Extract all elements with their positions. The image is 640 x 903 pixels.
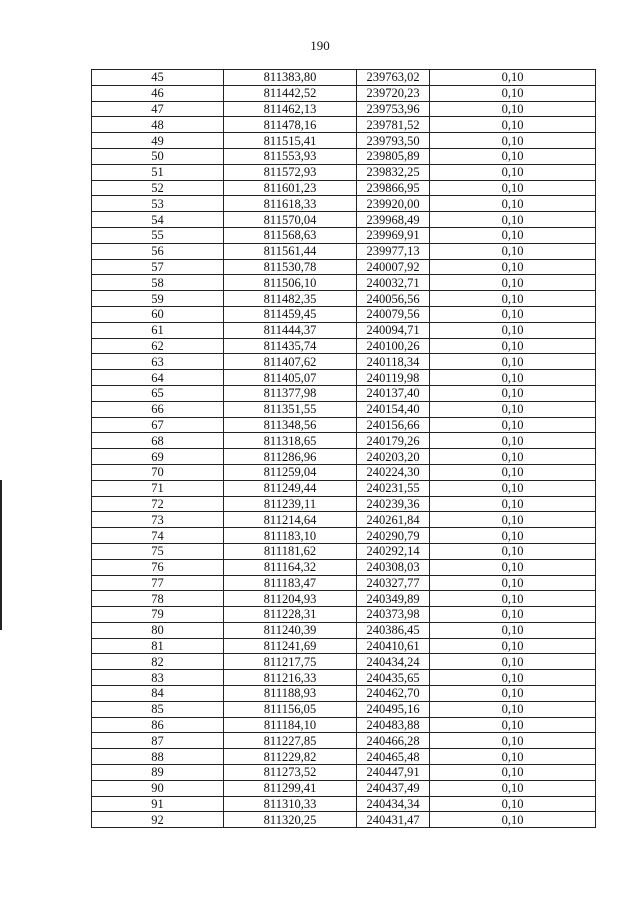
accuracy-cell: 0,10 — [430, 291, 596, 307]
x-coordinate-cell: 811183,47 — [224, 575, 357, 591]
x-coordinate-cell: 811405,07 — [224, 370, 357, 386]
accuracy-cell: 0,10 — [430, 370, 596, 386]
table-row — [92, 385, 596, 401]
y-coordinate-cell: 240100,26 — [357, 338, 430, 354]
accuracy-cell: 0,10 — [430, 559, 596, 575]
table-row — [92, 417, 596, 433]
x-coordinate-cell: 811478,16 — [224, 117, 357, 133]
table-row — [92, 306, 596, 322]
table-row — [92, 354, 596, 370]
y-coordinate-cell: 240495,16 — [357, 701, 430, 717]
table-row — [92, 559, 596, 575]
accuracy-cell: 0,10 — [430, 780, 596, 796]
accuracy-cell: 0,10 — [430, 180, 596, 196]
accuracy-cell: 0,10 — [430, 575, 596, 591]
table-row — [92, 291, 596, 307]
accuracy-cell: 0,10 — [430, 464, 596, 480]
y-coordinate-cell: 240373,98 — [357, 607, 430, 623]
accuracy-cell: 0,10 — [430, 701, 596, 717]
y-coordinate-cell: 240224,30 — [357, 464, 430, 480]
x-coordinate-cell: 811459,45 — [224, 306, 357, 322]
table-row — [92, 607, 596, 623]
y-coordinate-cell: 239753,96 — [357, 101, 430, 117]
table-row — [92, 101, 596, 117]
point-number-cell: 80 — [92, 622, 224, 638]
table-row — [92, 117, 596, 133]
accuracy-cell: 0,10 — [430, 733, 596, 749]
table-row — [92, 496, 596, 512]
point-number-cell: 50 — [92, 148, 224, 164]
point-number-cell: 74 — [92, 528, 224, 544]
point-number-cell: 87 — [92, 733, 224, 749]
point-number-cell: 62 — [92, 338, 224, 354]
table-row — [92, 275, 596, 291]
accuracy-cell: 0,10 — [430, 196, 596, 212]
y-coordinate-cell: 240349,89 — [357, 591, 430, 607]
accuracy-cell: 0,10 — [430, 148, 596, 164]
x-coordinate-cell: 811181,62 — [224, 543, 357, 559]
table-row — [92, 796, 596, 812]
accuracy-cell: 0,10 — [430, 496, 596, 512]
point-number-cell: 83 — [92, 670, 224, 686]
x-coordinate-cell: 811183,10 — [224, 528, 357, 544]
point-number-cell: 58 — [92, 275, 224, 291]
table-row — [92, 85, 596, 101]
accuracy-cell: 0,10 — [430, 164, 596, 180]
table-row — [92, 512, 596, 528]
accuracy-cell: 0,10 — [430, 212, 596, 228]
y-coordinate-cell: 240386,45 — [357, 622, 430, 638]
table-row — [92, 528, 596, 544]
y-coordinate-cell: 239977,13 — [357, 243, 430, 259]
table-row — [92, 543, 596, 559]
accuracy-cell: 0,10 — [430, 85, 596, 101]
y-coordinate-cell: 240308,03 — [357, 559, 430, 575]
table-row — [92, 322, 596, 338]
table-row — [92, 370, 596, 386]
point-number-cell: 81 — [92, 638, 224, 654]
y-coordinate-cell: 240007,92 — [357, 259, 430, 275]
point-number-cell: 82 — [92, 654, 224, 670]
point-number-cell: 76 — [92, 559, 224, 575]
accuracy-cell: 0,10 — [430, 654, 596, 670]
point-number-cell: 65 — [92, 385, 224, 401]
y-coordinate-cell: 240290,79 — [357, 528, 430, 544]
x-coordinate-cell: 811214,64 — [224, 512, 357, 528]
table-row — [92, 401, 596, 417]
accuracy-cell: 0,10 — [430, 686, 596, 702]
x-coordinate-cell: 811188,93 — [224, 686, 357, 702]
y-coordinate-cell: 240431,47 — [357, 812, 430, 828]
x-coordinate-cell: 811239,11 — [224, 496, 357, 512]
accuracy-cell: 0,10 — [430, 449, 596, 465]
x-coordinate-cell: 811217,75 — [224, 654, 357, 670]
point-number-cell: 51 — [92, 164, 224, 180]
point-number-cell: 72 — [92, 496, 224, 512]
point-number-cell: 63 — [92, 354, 224, 370]
x-coordinate-cell: 811351,55 — [224, 401, 357, 417]
accuracy-cell: 0,10 — [430, 543, 596, 559]
table-row — [92, 449, 596, 465]
accuracy-cell: 0,10 — [430, 306, 596, 322]
point-number-cell: 88 — [92, 749, 224, 765]
point-number-cell: 60 — [92, 306, 224, 322]
y-coordinate-cell: 240410,61 — [357, 638, 430, 654]
x-coordinate-cell: 811320,25 — [224, 812, 357, 828]
y-coordinate-cell: 240437,49 — [357, 780, 430, 796]
x-coordinate-cell: 811184,10 — [224, 717, 357, 733]
y-coordinate-cell: 239866,95 — [357, 180, 430, 196]
coordinates-table-body — [92, 70, 596, 828]
x-coordinate-cell: 811229,82 — [224, 749, 357, 765]
y-coordinate-cell: 240137,40 — [357, 385, 430, 401]
point-number-cell: 92 — [92, 812, 224, 828]
table-row — [92, 259, 596, 275]
point-number-cell: 73 — [92, 512, 224, 528]
y-coordinate-cell: 240119,98 — [357, 370, 430, 386]
x-coordinate-cell: 811462,13 — [224, 101, 357, 117]
y-coordinate-cell: 240239,36 — [357, 496, 430, 512]
point-number-cell: 90 — [92, 780, 224, 796]
table-row — [92, 70, 596, 86]
accuracy-cell: 0,10 — [430, 638, 596, 654]
x-coordinate-cell: 811570,04 — [224, 212, 357, 228]
y-coordinate-cell: 240032,71 — [357, 275, 430, 291]
y-coordinate-cell: 240079,56 — [357, 306, 430, 322]
x-coordinate-cell: 811377,98 — [224, 385, 357, 401]
point-number-cell: 48 — [92, 117, 224, 133]
x-coordinate-cell: 811530,78 — [224, 259, 357, 275]
accuracy-cell: 0,10 — [430, 338, 596, 354]
point-number-cell: 67 — [92, 417, 224, 433]
accuracy-cell: 0,10 — [430, 117, 596, 133]
x-coordinate-cell: 811204,93 — [224, 591, 357, 607]
x-coordinate-cell: 811568,63 — [224, 227, 357, 243]
page-number: 190 — [310, 38, 330, 53]
y-coordinate-cell: 240327,77 — [357, 575, 430, 591]
accuracy-cell: 0,10 — [430, 512, 596, 528]
x-coordinate-cell: 811228,31 — [224, 607, 357, 623]
y-coordinate-cell: 240156,66 — [357, 417, 430, 433]
accuracy-cell: 0,10 — [430, 133, 596, 149]
point-number-cell: 71 — [92, 480, 224, 496]
x-coordinate-cell: 811572,93 — [224, 164, 357, 180]
y-coordinate-cell: 239781,52 — [357, 117, 430, 133]
accuracy-cell: 0,10 — [430, 812, 596, 828]
point-number-cell: 84 — [92, 686, 224, 702]
table-row — [92, 638, 596, 654]
table-row — [92, 464, 596, 480]
y-coordinate-cell: 240434,24 — [357, 654, 430, 670]
point-number-cell: 66 — [92, 401, 224, 417]
y-coordinate-cell: 240154,40 — [357, 401, 430, 417]
y-coordinate-cell: 240466,28 — [357, 733, 430, 749]
point-number-cell: 49 — [92, 133, 224, 149]
table-row — [92, 670, 596, 686]
table-row — [92, 227, 596, 243]
point-number-cell: 75 — [92, 543, 224, 559]
point-number-cell: 64 — [92, 370, 224, 386]
x-coordinate-cell: 811444,37 — [224, 322, 357, 338]
x-coordinate-cell: 811249,44 — [224, 480, 357, 496]
accuracy-cell: 0,10 — [430, 670, 596, 686]
x-coordinate-cell: 811299,41 — [224, 780, 357, 796]
table-row — [92, 180, 596, 196]
x-coordinate-cell: 811348,56 — [224, 417, 357, 433]
y-coordinate-cell: 240179,26 — [357, 433, 430, 449]
point-number-cell: 47 — [92, 101, 224, 117]
y-coordinate-cell: 239968,49 — [357, 212, 430, 228]
y-coordinate-cell: 239805,89 — [357, 148, 430, 164]
y-coordinate-cell: 240447,91 — [357, 765, 430, 781]
table-row — [92, 433, 596, 449]
y-coordinate-cell: 240483,88 — [357, 717, 430, 733]
y-coordinate-cell: 239720,23 — [357, 85, 430, 101]
point-number-cell: 85 — [92, 701, 224, 717]
x-coordinate-cell: 811407,62 — [224, 354, 357, 370]
table-row — [92, 654, 596, 670]
accuracy-cell: 0,10 — [430, 401, 596, 417]
x-coordinate-cell: 811310,33 — [224, 796, 357, 812]
y-coordinate-cell: 240094,71 — [357, 322, 430, 338]
x-coordinate-cell: 811383,80 — [224, 70, 357, 86]
y-coordinate-cell: 240462,70 — [357, 686, 430, 702]
x-coordinate-cell: 811601,23 — [224, 180, 357, 196]
accuracy-cell: 0,10 — [430, 480, 596, 496]
point-number-cell: 59 — [92, 291, 224, 307]
table-row — [92, 133, 596, 149]
table-row — [92, 733, 596, 749]
accuracy-cell: 0,10 — [430, 433, 596, 449]
x-coordinate-cell: 811318,65 — [224, 433, 357, 449]
table-row — [92, 686, 596, 702]
point-number-cell: 68 — [92, 433, 224, 449]
accuracy-cell: 0,10 — [430, 354, 596, 370]
y-coordinate-cell: 240118,34 — [357, 354, 430, 370]
point-number-cell: 57 — [92, 259, 224, 275]
accuracy-cell: 0,10 — [430, 322, 596, 338]
x-coordinate-cell: 811506,10 — [224, 275, 357, 291]
x-coordinate-cell: 811442,52 — [224, 85, 357, 101]
point-number-cell: 45 — [92, 70, 224, 86]
point-number-cell: 86 — [92, 717, 224, 733]
point-number-cell: 70 — [92, 464, 224, 480]
table-row — [92, 765, 596, 781]
accuracy-cell: 0,10 — [430, 101, 596, 117]
table-row — [92, 780, 596, 796]
x-coordinate-cell: 811561,44 — [224, 243, 357, 259]
y-coordinate-cell: 240203,20 — [357, 449, 430, 465]
accuracy-cell: 0,10 — [430, 528, 596, 544]
accuracy-cell: 0,10 — [430, 417, 596, 433]
x-coordinate-cell: 811156,05 — [224, 701, 357, 717]
point-number-cell: 78 — [92, 591, 224, 607]
y-coordinate-cell: 239920,00 — [357, 196, 430, 212]
accuracy-cell: 0,10 — [430, 765, 596, 781]
y-coordinate-cell: 240292,14 — [357, 543, 430, 559]
accuracy-cell: 0,10 — [430, 385, 596, 401]
table-row — [92, 148, 596, 164]
table-row — [92, 243, 596, 259]
y-coordinate-cell: 239832,25 — [357, 164, 430, 180]
table-row — [92, 591, 596, 607]
x-coordinate-cell: 811164,32 — [224, 559, 357, 575]
accuracy-cell: 0,10 — [430, 275, 596, 291]
point-number-cell: 77 — [92, 575, 224, 591]
table-row — [92, 480, 596, 496]
accuracy-cell: 0,10 — [430, 622, 596, 638]
table-row — [92, 622, 596, 638]
point-number-cell: 53 — [92, 196, 224, 212]
x-coordinate-cell: 811273,52 — [224, 765, 357, 781]
accuracy-cell: 0,10 — [430, 70, 596, 86]
x-coordinate-cell: 811435,74 — [224, 338, 357, 354]
point-number-cell: 79 — [92, 607, 224, 623]
table-row — [92, 749, 596, 765]
table-row — [92, 196, 596, 212]
y-coordinate-cell: 239793,50 — [357, 133, 430, 149]
y-coordinate-cell: 240435,65 — [357, 670, 430, 686]
point-number-cell: 46 — [92, 85, 224, 101]
point-number-cell: 61 — [92, 322, 224, 338]
table-row — [92, 164, 596, 180]
x-coordinate-cell: 811553,93 — [224, 148, 357, 164]
x-coordinate-cell: 811515,41 — [224, 133, 357, 149]
table-row — [92, 212, 596, 228]
y-coordinate-cell: 239763,02 — [357, 70, 430, 86]
x-coordinate-cell: 811482,35 — [224, 291, 357, 307]
y-coordinate-cell: 240231,55 — [357, 480, 430, 496]
y-coordinate-cell: 240465,48 — [357, 749, 430, 765]
accuracy-cell: 0,10 — [430, 796, 596, 812]
table-row — [92, 717, 596, 733]
point-number-cell: 69 — [92, 449, 224, 465]
y-coordinate-cell: 240434,34 — [357, 796, 430, 812]
point-number-cell: 55 — [92, 227, 224, 243]
table-row — [92, 575, 596, 591]
x-coordinate-cell: 811286,96 — [224, 449, 357, 465]
table-row — [92, 701, 596, 717]
point-number-cell: 91 — [92, 796, 224, 812]
point-number-cell: 89 — [92, 765, 224, 781]
accuracy-cell: 0,10 — [430, 227, 596, 243]
x-coordinate-cell: 811618,33 — [224, 196, 357, 212]
point-number-cell: 52 — [92, 180, 224, 196]
accuracy-cell: 0,10 — [430, 591, 596, 607]
x-coordinate-cell: 811216,33 — [224, 670, 357, 686]
x-coordinate-cell: 811241,69 — [224, 638, 357, 654]
x-coordinate-cell: 811240,39 — [224, 622, 357, 638]
table-row — [92, 338, 596, 354]
scan-edge-mark — [0, 480, 2, 630]
table-row — [92, 812, 596, 828]
x-coordinate-cell: 811227,85 — [224, 733, 357, 749]
point-number-cell: 54 — [92, 212, 224, 228]
y-coordinate-cell: 240261,84 — [357, 512, 430, 528]
x-coordinate-cell: 811259,04 — [224, 464, 357, 480]
accuracy-cell: 0,10 — [430, 259, 596, 275]
y-coordinate-cell: 240056,56 — [357, 291, 430, 307]
coordinates-table — [91, 69, 596, 828]
accuracy-cell: 0,10 — [430, 717, 596, 733]
point-number-cell: 56 — [92, 243, 224, 259]
accuracy-cell: 0,10 — [430, 243, 596, 259]
accuracy-cell: 0,10 — [430, 607, 596, 623]
y-coordinate-cell: 239969,91 — [357, 227, 430, 243]
accuracy-cell: 0,10 — [430, 749, 596, 765]
